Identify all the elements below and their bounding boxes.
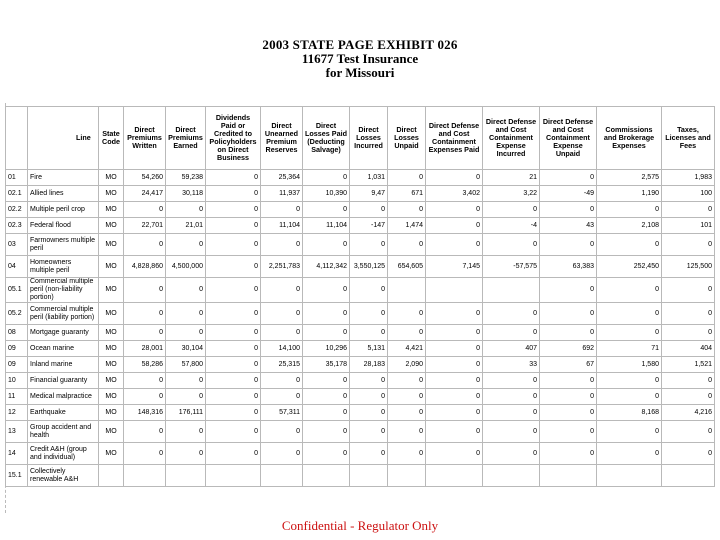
table-row <box>6 389 715 405</box>
column-header: Direct Defense and Cost Containment Expenses Paid <box>426 107 483 170</box>
value-cell: 63,383 <box>540 256 597 278</box>
value-cell: 3,22 <box>483 186 540 202</box>
value-cell: 0 <box>206 278 261 303</box>
table-row <box>6 443 715 465</box>
line-number: 03 <box>6 234 28 256</box>
value-cell: 0 <box>483 421 540 443</box>
value-cell: 28,001 <box>124 341 166 357</box>
value-cell: 4,500,000 <box>166 256 206 278</box>
value-cell: 0 <box>483 373 540 389</box>
state-code: MO <box>99 341 124 357</box>
exhibit-title: 2003 STATE PAGE EXHIBIT 026 <box>262 37 458 52</box>
value-cell: 0 <box>303 202 350 218</box>
value-cell: 1,474 <box>388 218 426 234</box>
value-cell: 692 <box>540 341 597 357</box>
value-cell <box>426 278 483 303</box>
line-number: 08 <box>6 325 28 341</box>
value-cell: 1,190 <box>597 186 662 202</box>
value-cell: 0 <box>303 303 350 325</box>
value-cell: 1,521 <box>662 357 715 373</box>
line-name: Medical malpractice <box>28 389 99 405</box>
line-name: Allied lines <box>28 186 99 202</box>
value-cell: 671 <box>388 186 426 202</box>
value-cell: 0 <box>303 421 350 443</box>
value-cell: 0 <box>124 202 166 218</box>
value-cell: 0 <box>662 278 715 303</box>
value-cell: 1,580 <box>597 357 662 373</box>
value-cell: 0 <box>426 373 483 389</box>
value-cell: 0 <box>426 218 483 234</box>
value-cell: 0 <box>124 278 166 303</box>
table-row <box>6 373 715 389</box>
value-cell: 0 <box>540 170 597 186</box>
value-cell <box>388 465 426 487</box>
value-cell: 0 <box>597 303 662 325</box>
value-cell: 24,417 <box>124 186 166 202</box>
column-header: Direct Defense and Cost Containment Expense Incurred <box>483 107 540 170</box>
value-cell: 22,701 <box>124 218 166 234</box>
line-name: Mortgage guaranty <box>28 325 99 341</box>
value-cell: 0 <box>540 405 597 421</box>
state-code: MO <box>99 256 124 278</box>
value-cell: 0 <box>124 389 166 405</box>
value-cell: 0 <box>206 170 261 186</box>
value-cell: 4,216 <box>662 405 715 421</box>
line-number: 04 <box>6 256 28 278</box>
line-number: 11 <box>6 389 28 405</box>
value-cell: 0 <box>426 421 483 443</box>
line-number: 09 <box>6 341 28 357</box>
value-cell: 0 <box>350 303 388 325</box>
value-cell: 0 <box>350 443 388 465</box>
value-cell: 0 <box>597 325 662 341</box>
value-cell: 0 <box>597 234 662 256</box>
value-cell: 654,605 <box>388 256 426 278</box>
state-page-table <box>5 106 715 487</box>
line-name: Homeowners multiple peril <box>28 256 99 278</box>
value-cell: 0 <box>303 325 350 341</box>
value-cell: 0 <box>597 278 662 303</box>
value-cell: 0 <box>483 325 540 341</box>
value-cell: 0 <box>350 373 388 389</box>
state-code: MO <box>99 278 124 303</box>
value-cell: 0 <box>206 186 261 202</box>
column-header: Commissions and Brokerage Expenses <box>597 107 662 170</box>
value-cell <box>426 465 483 487</box>
value-cell: 0 <box>426 325 483 341</box>
line-number: 02.1 <box>6 186 28 202</box>
value-cell: 0 <box>540 373 597 389</box>
value-cell: 0 <box>388 373 426 389</box>
value-cell: 0 <box>597 421 662 443</box>
value-cell: 25,364 <box>261 170 303 186</box>
value-cell: 176,111 <box>166 405 206 421</box>
value-cell: 0 <box>261 443 303 465</box>
line-number: 13 <box>6 421 28 443</box>
value-cell: 0 <box>261 303 303 325</box>
line-name: Collectively renewable A&H <box>28 465 99 487</box>
value-cell: 0 <box>166 234 206 256</box>
confidential-footer: Confidential - Regulator Only <box>281 518 439 533</box>
value-cell: 0 <box>662 325 715 341</box>
value-cell: 0 <box>388 170 426 186</box>
column-header: State Code <box>99 107 124 170</box>
line-name: Inland marine <box>28 357 99 373</box>
value-cell: 4,828,860 <box>124 256 166 278</box>
value-cell: 58,286 <box>124 357 166 373</box>
table-row <box>6 325 715 341</box>
value-cell: 0 <box>206 303 261 325</box>
value-cell: 0 <box>166 278 206 303</box>
value-cell: 0 <box>426 389 483 405</box>
table-row <box>6 303 715 325</box>
value-cell: 0 <box>261 325 303 341</box>
line-number: 02.2 <box>6 202 28 218</box>
value-cell: 0 <box>350 325 388 341</box>
value-cell: 404 <box>662 341 715 357</box>
value-cell: 0 <box>206 325 261 341</box>
value-cell: 57,311 <box>261 405 303 421</box>
state-code: MO <box>99 234 124 256</box>
value-cell: 0 <box>426 405 483 421</box>
value-cell: 0 <box>350 389 388 405</box>
value-cell <box>388 278 426 303</box>
state-code: MO <box>99 325 124 341</box>
value-cell: 21,01 <box>166 218 206 234</box>
table-row <box>6 405 715 421</box>
column-header: Direct Unearned Premium Reserves <box>261 107 303 170</box>
value-cell: 0 <box>350 202 388 218</box>
value-cell: 0 <box>206 256 261 278</box>
value-cell: 0 <box>483 303 540 325</box>
value-cell: 0 <box>350 278 388 303</box>
value-cell: 7,145 <box>426 256 483 278</box>
value-cell: 0 <box>303 405 350 421</box>
value-cell: 4,112,342 <box>303 256 350 278</box>
line-number: 02.3 <box>6 218 28 234</box>
state-code: MO <box>99 218 124 234</box>
value-cell: 67 <box>540 357 597 373</box>
state-code <box>99 465 124 487</box>
value-cell: 0 <box>597 373 662 389</box>
value-cell: 0 <box>206 443 261 465</box>
line-name: Farmowners multiple peril <box>28 234 99 256</box>
value-cell: 0 <box>261 278 303 303</box>
line-name: Fire <box>28 170 99 186</box>
value-cell: 0 <box>261 202 303 218</box>
value-cell: 0 <box>388 202 426 218</box>
line-number: 09 <box>6 357 28 373</box>
column-header: Direct Premiums Earned <box>166 107 206 170</box>
value-cell: 0 <box>166 421 206 443</box>
value-cell: 100 <box>662 186 715 202</box>
value-cell: 0 <box>388 443 426 465</box>
value-cell: 407 <box>483 341 540 357</box>
column-header: Taxes, Licenses and Fees <box>662 107 715 170</box>
value-cell: 43 <box>540 218 597 234</box>
value-cell: 148,316 <box>124 405 166 421</box>
line-name: Federal flood <box>28 218 99 234</box>
value-cell: 33 <box>483 357 540 373</box>
value-cell: 8,168 <box>597 405 662 421</box>
value-cell: 0 <box>388 303 426 325</box>
column-header: Direct Defense and Cost Containment Expense Unpaid <box>540 107 597 170</box>
value-cell: 28,183 <box>350 357 388 373</box>
value-cell: 35,178 <box>303 357 350 373</box>
value-cell: 0 <box>350 421 388 443</box>
column-header: Direct Premiums Written <box>124 107 166 170</box>
value-cell: 0 <box>540 303 597 325</box>
state-code: MO <box>99 389 124 405</box>
value-cell: 0 <box>206 373 261 389</box>
value-cell: 11,104 <box>303 218 350 234</box>
column-header <box>6 107 28 170</box>
value-cell: -49 <box>540 186 597 202</box>
value-cell: 2,251,783 <box>261 256 303 278</box>
value-cell <box>540 465 597 487</box>
line-name: Commercial multiple peril (liability portion) <box>28 303 99 325</box>
value-cell: 0 <box>261 373 303 389</box>
value-cell: 0 <box>388 325 426 341</box>
state-code: MO <box>99 373 124 389</box>
table-row <box>6 421 715 443</box>
value-cell: 30,118 <box>166 186 206 202</box>
value-cell: 0 <box>388 234 426 256</box>
value-cell: 0 <box>166 373 206 389</box>
value-cell: 0 <box>662 389 715 405</box>
value-cell: 252,450 <box>597 256 662 278</box>
value-cell: 0 <box>124 421 166 443</box>
value-cell <box>206 465 261 487</box>
line-number: 15.1 <box>6 465 28 487</box>
value-cell: 25,315 <box>261 357 303 373</box>
value-cell: 1,983 <box>662 170 715 186</box>
value-cell: 0 <box>303 234 350 256</box>
value-cell: 3,550,125 <box>350 256 388 278</box>
value-cell: 0 <box>303 373 350 389</box>
value-cell: 57,800 <box>166 357 206 373</box>
value-cell: 0 <box>350 405 388 421</box>
value-cell: 5,131 <box>350 341 388 357</box>
value-cell: 71 <box>597 341 662 357</box>
value-cell: 0 <box>261 389 303 405</box>
value-cell: 0 <box>597 443 662 465</box>
value-cell: 0 <box>662 421 715 443</box>
value-cell: 9,47 <box>350 186 388 202</box>
value-cell: 11,937 <box>261 186 303 202</box>
value-cell: 0 <box>540 443 597 465</box>
value-cell: 0 <box>206 389 261 405</box>
value-cell: 0 <box>303 278 350 303</box>
line-name: Multiple peril crop <box>28 202 99 218</box>
value-cell: 0 <box>206 357 261 373</box>
value-cell: 2,575 <box>597 170 662 186</box>
value-cell: 0 <box>166 443 206 465</box>
column-header: Line <box>28 107 99 170</box>
value-cell: 0 <box>426 303 483 325</box>
value-cell: 0 <box>426 443 483 465</box>
value-cell: 0 <box>426 170 483 186</box>
value-cell <box>303 465 350 487</box>
line-name: Financial guaranty <box>28 373 99 389</box>
line-number: 01 <box>6 170 28 186</box>
value-cell: 0 <box>206 234 261 256</box>
line-number: 12 <box>6 405 28 421</box>
value-cell: 3,402 <box>426 186 483 202</box>
value-cell: 0 <box>124 303 166 325</box>
value-cell: 0 <box>662 443 715 465</box>
value-cell: 10,296 <box>303 341 350 357</box>
value-cell: 0 <box>166 389 206 405</box>
value-cell: 0 <box>166 303 206 325</box>
value-cell: -147 <box>350 218 388 234</box>
state-code: MO <box>99 443 124 465</box>
state-code: MO <box>99 303 124 325</box>
company-name: 11677 Test Insurance <box>301 51 419 66</box>
value-cell <box>483 465 540 487</box>
line-name: Credit A&H (group and individual) <box>28 443 99 465</box>
value-cell <box>483 278 540 303</box>
value-cell: -57,575 <box>483 256 540 278</box>
value-cell: 0 <box>426 234 483 256</box>
value-cell: 0 <box>261 234 303 256</box>
value-cell: 0 <box>261 421 303 443</box>
value-cell: 14,100 <box>261 341 303 357</box>
value-cell <box>350 465 388 487</box>
value-cell: 101 <box>662 218 715 234</box>
value-cell: 0 <box>597 389 662 405</box>
value-cell: 0 <box>662 202 715 218</box>
value-cell: 125,500 <box>662 256 715 278</box>
value-cell: 0 <box>124 234 166 256</box>
value-cell: 1,031 <box>350 170 388 186</box>
value-cell: 4,421 <box>388 341 426 357</box>
value-cell: 0 <box>662 373 715 389</box>
value-cell: 0 <box>124 443 166 465</box>
table-row <box>6 278 715 303</box>
value-cell: 0 <box>662 234 715 256</box>
table-row <box>6 218 715 234</box>
value-cell: 0 <box>662 303 715 325</box>
value-cell: 0 <box>540 389 597 405</box>
value-cell: 0 <box>206 341 261 357</box>
value-cell: 0 <box>206 405 261 421</box>
value-cell: 10,390 <box>303 186 350 202</box>
value-cell: 2,108 <box>597 218 662 234</box>
line-number: 05.1 <box>6 278 28 303</box>
value-cell: 30,104 <box>166 341 206 357</box>
value-cell: 0 <box>540 278 597 303</box>
state-code: MO <box>99 186 124 202</box>
value-cell: 0 <box>388 405 426 421</box>
value-cell: 0 <box>124 325 166 341</box>
table-row <box>6 256 715 278</box>
value-cell: 0 <box>483 202 540 218</box>
table-row <box>6 186 715 202</box>
value-cell: 0 <box>540 325 597 341</box>
line-name: Ocean marine <box>28 341 99 357</box>
value-cell: 59,238 <box>166 170 206 186</box>
value-cell <box>261 465 303 487</box>
value-cell: 0 <box>303 443 350 465</box>
value-cell <box>166 465 206 487</box>
state-code: MO <box>99 421 124 443</box>
value-cell: 0 <box>388 421 426 443</box>
value-cell: 54,260 <box>124 170 166 186</box>
value-cell: 0 <box>483 389 540 405</box>
value-cell: 0 <box>350 234 388 256</box>
value-cell: 0 <box>206 202 261 218</box>
table-header-row <box>6 107 715 170</box>
value-cell: 0 <box>540 202 597 218</box>
state-name: for Missouri <box>325 65 395 80</box>
value-cell: 11,104 <box>261 218 303 234</box>
line-name: Group accident and health <box>28 421 99 443</box>
table-row <box>6 465 715 487</box>
value-cell: 2,090 <box>388 357 426 373</box>
state-code: MO <box>99 357 124 373</box>
value-cell: 0 <box>426 341 483 357</box>
value-cell: 0 <box>388 389 426 405</box>
table-body <box>6 170 715 487</box>
value-cell <box>597 465 662 487</box>
line-name: Earthquake <box>28 405 99 421</box>
table-row <box>6 234 715 256</box>
value-cell: 0 <box>166 202 206 218</box>
column-header: Dividends Paid or Credited to Policyholders on Direct Business <box>206 107 261 170</box>
value-cell: 21 <box>483 170 540 186</box>
value-cell: 0 <box>483 443 540 465</box>
table-row <box>6 357 715 373</box>
line-number: 10 <box>6 373 28 389</box>
value-cell: 0 <box>303 170 350 186</box>
value-cell: 0 <box>124 373 166 389</box>
value-cell: 0 <box>206 421 261 443</box>
value-cell <box>662 465 715 487</box>
line-number: 14 <box>6 443 28 465</box>
state-code: MO <box>99 202 124 218</box>
table-row <box>6 170 715 186</box>
state-code: MO <box>99 170 124 186</box>
value-cell: -4 <box>483 218 540 234</box>
value-cell: 0 <box>483 234 540 256</box>
value-cell: 0 <box>426 202 483 218</box>
column-header: Direct Losses Paid (Deducting Salvage) <box>303 107 350 170</box>
value-cell: 0 <box>426 357 483 373</box>
value-cell: 0 <box>540 421 597 443</box>
column-header: Direct Losses Incurred <box>350 107 388 170</box>
value-cell: 0 <box>206 218 261 234</box>
value-cell: 0 <box>597 202 662 218</box>
table-row <box>6 202 715 218</box>
line-name: Commercial multiple peril (non-liability portion) <box>28 278 99 303</box>
value-cell: 0 <box>303 389 350 405</box>
table-row <box>6 341 715 357</box>
line-number: 05.2 <box>6 303 28 325</box>
value-cell: 0 <box>540 234 597 256</box>
state-code: MO <box>99 405 124 421</box>
column-header: Direct Losses Unpaid <box>388 107 426 170</box>
value-cell: 0 <box>166 325 206 341</box>
value-cell: 0 <box>483 405 540 421</box>
value-cell <box>124 465 166 487</box>
